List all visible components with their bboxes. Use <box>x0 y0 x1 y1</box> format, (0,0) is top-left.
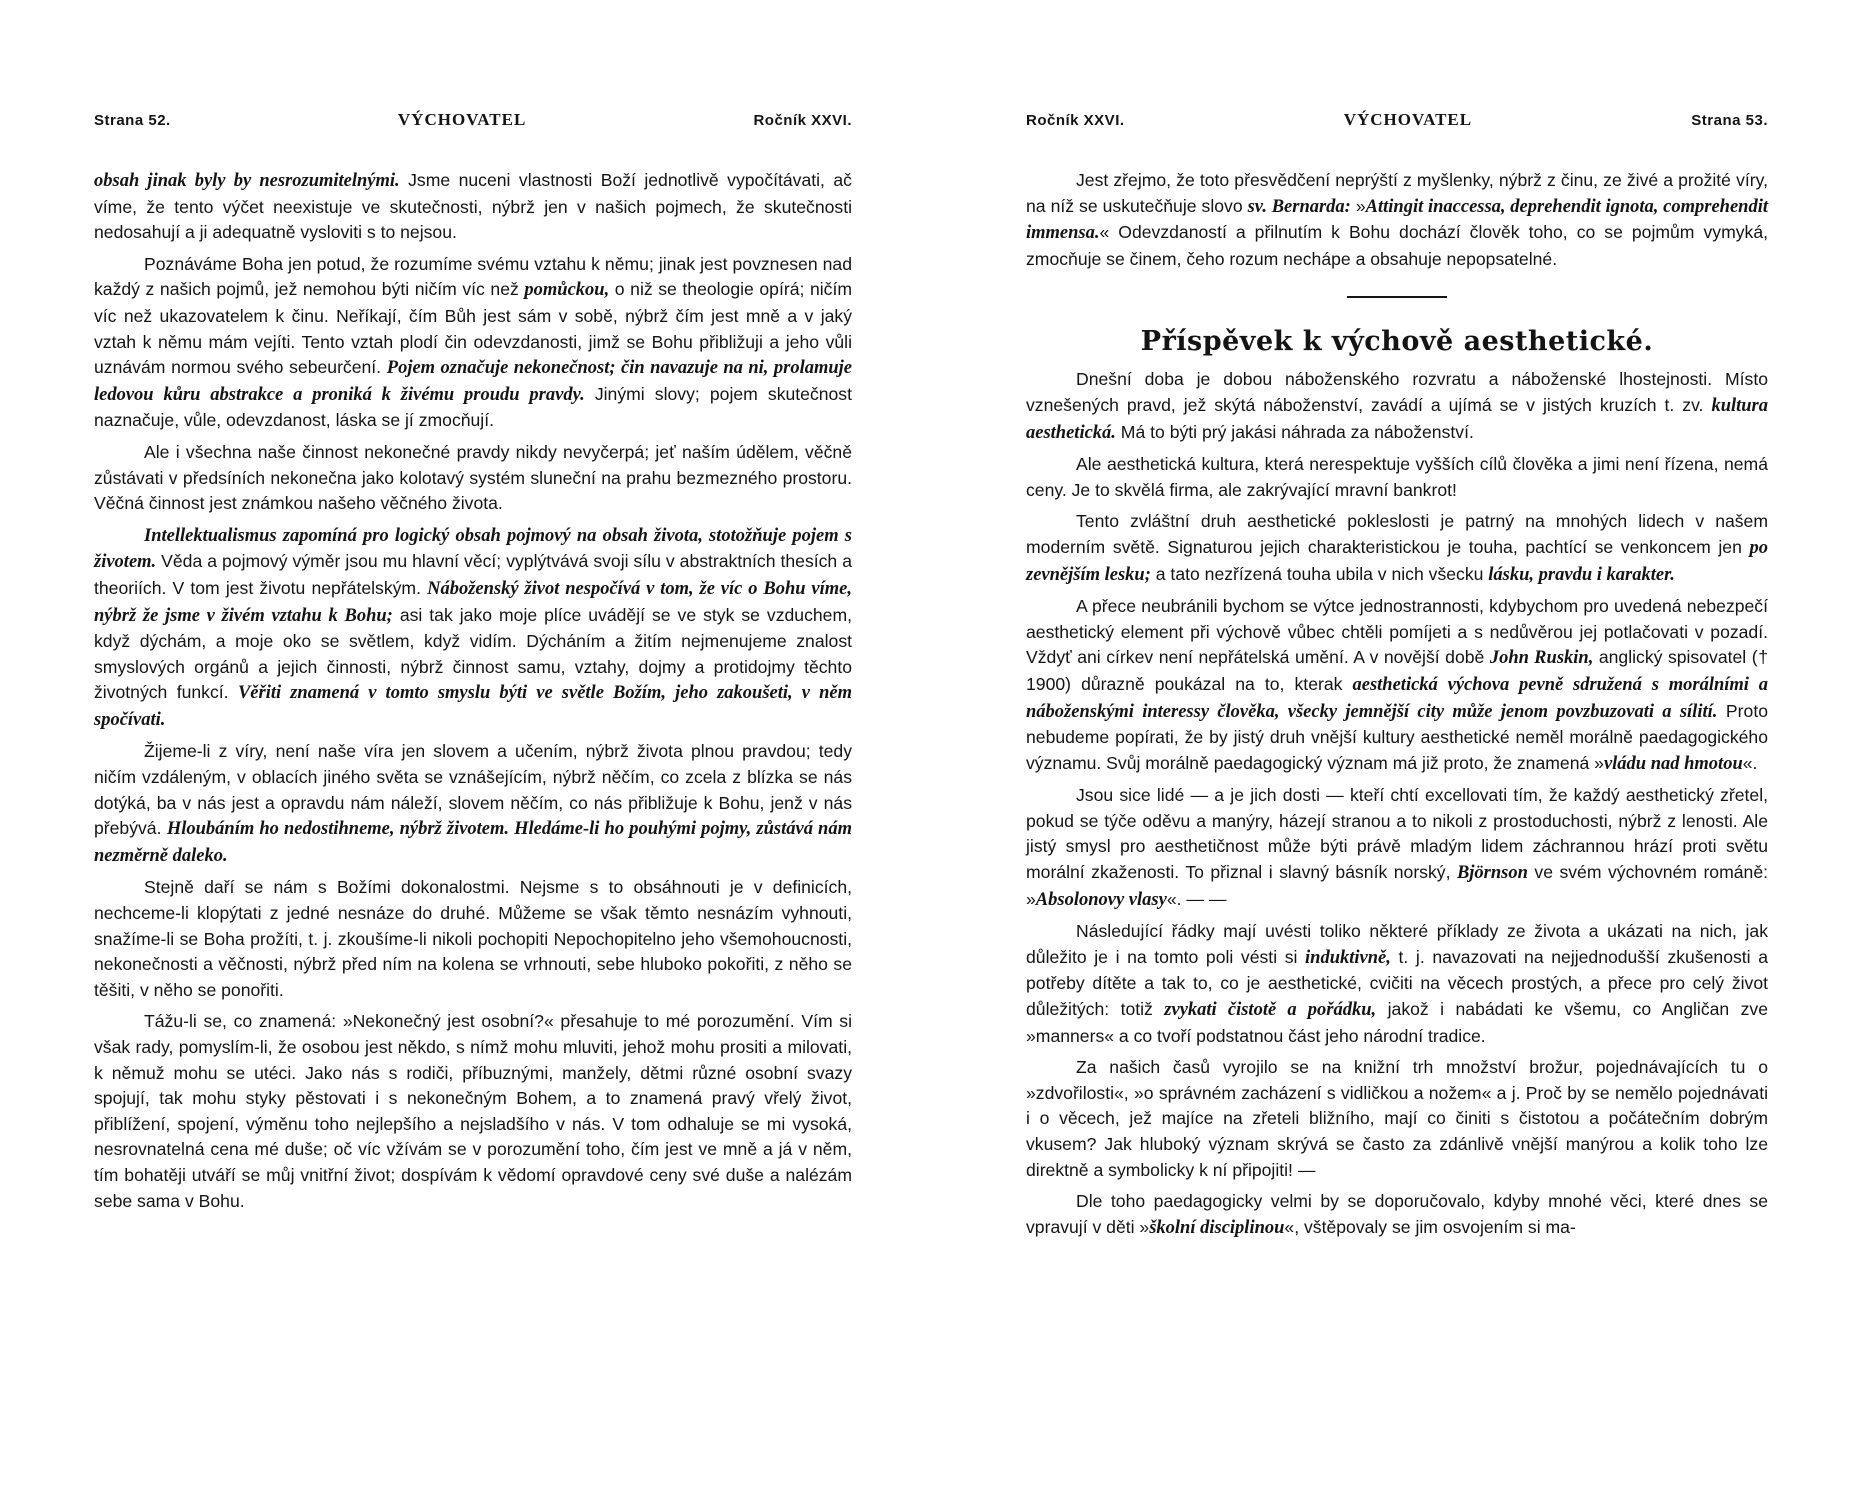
text-run: Tážu-li se, co znamená: »Nekonečný jest osobní?« přesahuje to mé porozumění. Vím si však rady, pomyslím-li, že osobou jest někdo, s nímž mohu mluviti, jehož mohu prositi a milovati, k němuž mohu se utéci. Jako nás s rodiči, příbuznými, manžely, dětmi různé osobní svazy spojují, tak mohu styky pěstovati i s nekonečným Bohem, a to znamená pravý vřelý život, přiblížení, spojení, výměnu toho nejlepšího a nejsladšího v nás. V tom odhaluje se mi vysoká, nesrovnatelná cena mé duše; oč víc vžívám se v porozumění toho, čím jest ve mně a já v něm, tím bohatěji utváří se můj vnitřní život; dospívám k vědomí opravdové ceny své duše a nalézám sebe sama v Bohu. <box>94 1011 852 1211</box>
text-run: Proto nebudeme popírati, že by jistý druh vnější kultury aesthetické neměl morálně paedagogického významu. Svůj morálně paedagogický význam má již proto, že znamená » <box>1026 700 1768 773</box>
text-run: Ale i všechna naše činnost nekonečné pravdy nikdy nevyčerpá; jeť naším údělem, věčně zůstávati v předsíních nekonečna jako kolotavý systém sluneční na prahu bezmezného prostoru. Věčná činnost jest známkou našeho věčného života. <box>94 441 852 514</box>
right-page-header <box>1026 110 1768 130</box>
text-run: t. j. navazovati na nejjednodušší zkušenosti a potřeby dítěte a tak to, co je aesthetické, cvičiti na věcech prostých, a přece pro celý život důležitých: totiž <box>1026 946 1768 1020</box>
paragraph <box>1026 919 1768 1049</box>
text-run: Jinými slovy; pojem skutečnost naznačuje, vůle, odevzdanost, láska se jí zmocňují. <box>94 383 852 431</box>
text-run: jakož i nabádati ke všemu, co Angličan zve »manners« a co tvoří podstatnou část jeho národní tradice. <box>1026 999 1769 1046</box>
emphasis-text: kultura aesthetická. <box>1026 395 1768 443</box>
emphasis-text: Absolonovy vlasy <box>1035 889 1167 910</box>
emphasis-text: lásku, pravdu i karakter. <box>1488 564 1675 585</box>
text-run: Následující řádky mají uvésti toliko některé příklady ze života a ukázati na nich, jak důležito je i na tomto poli vésti si <box>1026 921 1768 967</box>
text-run: Žijeme-li z víry, není naše víra jen slovem a učením, nýbrž života plnou pravdou; tedy ničím vzdáleným, v oblacích jiného světa se vznášejícím, nýbrž něčím, co zcela z blízka se nás dotýká, ba v nás jest a opravdu nám náleží, slovem něčím, co nás přibližuje k Bohu, jenž v nás přebývá. <box>94 741 852 839</box>
paragraph <box>1026 509 1768 588</box>
text-run: Má to býti prý jakási náhrada za náboženství. <box>1115 421 1474 442</box>
text-run: Tento zvláštní druh aesthetické pokleslosti je patrný na mnohých lidech v našem moderním světě. Signaturou jejich charakteristickou je touha, pachtící se venkoncem jen <box>1026 511 1768 557</box>
emphasis-text: Hloubáním ho nedostihneme, nýbrž životem. Hledáme-li ho pouhými pojmy, zůstává nám nezměrně daleko. <box>94 819 852 866</box>
paragraph <box>1026 1189 1768 1241</box>
text-run: Ale aesthetická kultura, která nerespektuje vyšších cílů člověka a jimi není řízena, nemá ceny. Je to skvělá firma, ale zakrývající mravní bankrot! <box>1026 454 1768 500</box>
section-title: Příspěvek k výchově aesthetické. <box>1140 326 1654 358</box>
paragraph <box>94 1009 852 1214</box>
emphasis-text: Björnson <box>1456 863 1528 884</box>
text-run: Jsme nuceni vlastnosti Boží jednotlivě vypočítávati, ač víme, že tento výčet neexistuje ve skutečnosti, nýbrž jen v našich pojmech, že skutečnosti nedosahují a ji adequatně vysloviti s to nejsou. <box>94 170 852 243</box>
text-run: asi tak jako moje plíce uvádějí se ve styk se vzduchem, když dýchám, a moje oko se světlem, když vidím. Dýcháním a žitím nejmenujeme znalost smyslových orgánů a jejich činnosti, nýbrž činnost samu, vztahy, dojmy a protidojmy těchto životných funkcí. <box>94 604 852 703</box>
emphasis-text: sv. Bernarda: <box>1247 196 1351 217</box>
paragraph <box>94 252 852 434</box>
paragraph <box>94 875 852 1003</box>
emphasis-text: John Ruskin, <box>1489 648 1594 669</box>
text-run: A přece neubránili bychom se výtce jednostrannosti, kdybychom pro uvedená nebezpečí aesthetický element při výchově vůbec chtěli pomíjeti a s nedůvěrou jej potlačovati v pozadí. Vždyť ani církev není nepřátelská umění. A v novější době <box>1026 596 1768 668</box>
right-page-intro <box>1026 168 1768 272</box>
text-run: Jsou sice lidé — a je jich dosti — kteří chtí excellovati tím, že každý aesthetický zřetel, pokud se týče oděvu a manýry, házejí stranou a to nikoli z prostoduchosti, nýbrž z lenosti. Ale jistý smysl pro aesthetičnost může býti právě mladým lidem záchrannou hrází proti světu morální zkaženosti. To přiznal i slavný básník norský, <box>1026 785 1768 883</box>
text-run: » <box>1350 195 1366 216</box>
volume-label: Ročník XXVI. <box>753 112 852 129</box>
emphasis-text: Attingit inaccessa, deprehendit ignota, comprehendit immensa. <box>1026 196 1768 244</box>
emphasis-text: školní disciplinou <box>1149 1217 1285 1238</box>
emphasis-text: po zevnějším lesku; <box>1026 537 1768 585</box>
paragraph <box>1026 783 1768 913</box>
volume-label: Ročník XXVI. <box>1026 112 1125 129</box>
text-run: Za našich časů vyrojilo se na knižní trh množství brožur, pojednávajících tu o »zdvořilosti«, »o správném zacházení s vidličkou a nožem« a j. Proč by se nemělo pojednávati i o věcech, jež majíce na zřeteli bližního, mají co činiti s čistotou a počátečním dobrým vkusem? Jak hluboký význam skrývá se často za zdánlivě vnější manýrou a kolik toho lze direktně a symbolicky k ní připojiti! — <box>1026 1057 1768 1180</box>
page-number: Strana 53. <box>1691 112 1768 129</box>
emphasis-text: zvykati čistotě a pořádku, <box>1164 1000 1377 1021</box>
paragraph <box>1026 168 1768 272</box>
text-run: ve svém výchovném románě: » <box>1026 862 1768 909</box>
emphasis-text: aesthetická výchova pevně sdružená s morálními a náboženskými interessy člověka, všecky jemnější city může jenom povzbuzovati a sílití. <box>1026 674 1768 722</box>
section-divider <box>1347 296 1447 298</box>
text-run: o niž se theologie opírá; ničím víc než ukazovatelem k činu. Neříkají, čím Bůh jest sám v sobě, nýbrž čím jest mně a v jaký vztah k němu mám vejíti. Tento vztah plodí čin odevzdanosti, jimž se Bohu přibližuji a jeho vůli uznávám normou svého sebeurčení. <box>94 279 853 378</box>
emphasis-text: induktivně, <box>1305 947 1391 968</box>
left-page-header <box>94 110 852 130</box>
emphasis-text: Intellektualismus zapomíná pro logický obsah pojmový na obsah života, stotožňuje pojem s životem. <box>94 525 852 573</box>
emphasis-text: vládu nad hmotou <box>1603 753 1743 774</box>
right-page-section-body <box>1026 367 1768 1241</box>
emphasis-text: Pojem označuje nekonečnost; čin navazuje na ni, prolamuje ledovou kůru abstrakce a proniká k živému proudu pravdy. <box>94 358 852 405</box>
emphasis-text: Náboženský život nespočívá v tom, že víc o Bohu víme, nýbrž že jsme v živém vztahu k Bohu; <box>94 578 852 626</box>
text-run: «. <box>1742 752 1758 773</box>
text-run: «, vštěpovaly se jim osvojením si ma- <box>1284 1216 1576 1237</box>
left-page-body <box>94 168 852 1214</box>
paragraph <box>1026 452 1768 503</box>
paragraph <box>1026 1055 1768 1183</box>
paragraph <box>1026 367 1768 446</box>
text-run: « Odevzdaností a přilnutím k Bohu dochází člověk toho, co se pojmům vymyká, zmocňuje se činem, čeho rozum nechápe a obsahuje nepopsatelné. <box>1026 222 1768 269</box>
paragraph <box>1026 594 1768 777</box>
page-number: Strana 52. <box>94 112 171 129</box>
text-run: Jest zřejmo, že toto přesvědčení neprýští z myšlenky, nýbrž z činu, ze živé a prožité víry, na níž se uskutečňuje slovo <box>1026 170 1768 216</box>
paragraph <box>94 440 852 517</box>
text-run: anglický spisovatel († 1900) důrazně poukázal na to, kterak <box>1026 647 1768 694</box>
text-run: «. — — <box>1166 888 1227 909</box>
text-run: a tato nezřízená touha ubila v nich všecku <box>1150 563 1489 584</box>
journal-title: VÝCHOVATEL <box>1343 110 1473 129</box>
emphasis-text: Věřiti znamená v tomto smyslu býti ve světle Božím, jeho zakoušeti, v něm spočívati. <box>94 683 852 730</box>
paragraph <box>94 168 852 246</box>
emphasis-text: obsah jinak byly by nesrozumitelnými. <box>94 171 400 191</box>
text-run: Stejně daří se nám s Božími dokonalostmi. Nejsme s to obsáhnouti je v definicích, nechceme-li klopýtati z jedné nesnáze do druhé. Můžeme se však těmto nesnázím vyhnouti, snažíme-li se Boha prožíti, t. j. zkoušíme-li nikoli pochopiti Nepochopitelno jeho všemohoucnosti, nekonečnosti a věčnosti, nýbrž před ním na kolena se vrhnouti, sebe hluboko pokořiti, z něho se těšiti, v něho se ponořiti. <box>94 877 852 1000</box>
paragraph <box>94 739 852 869</box>
text-run: Dle toho paedagogicky velmi by se doporučovalo, kdyby mnohé věci, které dnes se vpravují v děti » <box>1026 1191 1768 1237</box>
right-page <box>934 0 1868 1500</box>
text-run: Poznáváme Boha jen potud, že rozumíme svému vztahu k němu; jinak jest povznesen nad každý z našich pojmů, jež nemohou býti ničím víc než <box>94 253 852 300</box>
journal-title: VÝCHOVATEL <box>397 110 527 129</box>
text-run: Dnešní doba je dobou náboženského rozvratu a náboženské lhostejnosti. Místo vznešených pravd, jež skýtá náboženství, zavádí a ujímá se v jistých kruzích t. zv. <box>1026 369 1768 415</box>
paragraph <box>94 523 852 734</box>
emphasis-text: pomůckou, <box>524 280 610 301</box>
text-run: Věda a pojmový výměr jsou mu hlavní věcí; vyplýtvává svoji sílu v abstraktních thesích a theoriích. V tom jest životu nepřátelským. <box>94 551 852 598</box>
